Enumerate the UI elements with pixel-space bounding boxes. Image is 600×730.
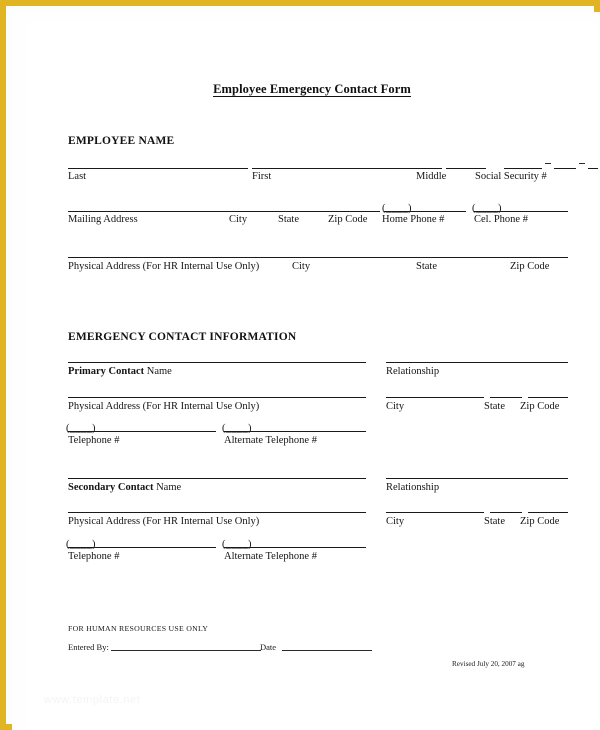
site-watermark: www.template.net <box>44 694 141 706</box>
field-line-ssn-part1[interactable] <box>504 168 542 169</box>
field-line-primary-city[interactable] <box>386 397 484 398</box>
field-line-secondary-relationship[interactable] <box>386 478 568 479</box>
field-label-secondary-alt-telephone: Alternate Telephone # <box>224 551 317 562</box>
field-label-secondary-state: State <box>484 516 505 527</box>
field-line-first-name[interactable] <box>252 168 442 169</box>
field-line-secondary-address[interactable] <box>68 512 366 513</box>
field-label-date: Date <box>260 642 277 652</box>
page-frame-inner <box>12 12 600 730</box>
field-label-mailing-state: State <box>278 214 299 225</box>
area-code-cell-phone[interactable]: (____) <box>472 203 502 214</box>
field-label-home-phone: Home Phone # <box>382 214 445 225</box>
field-line-primary-state[interactable] <box>490 397 522 398</box>
section-heading-emergency-contact: EMERGENCY CONTACT INFORMATION <box>68 331 297 343</box>
primary-contact-name-text: Name <box>144 366 172 377</box>
page-title <box>56 82 568 97</box>
field-line-middle-name[interactable] <box>446 168 486 169</box>
field-line-date[interactable] <box>282 650 372 651</box>
field-label-secondary-telephone: Telephone # <box>68 551 120 562</box>
section-heading-employee-name: EMPLOYEE NAME <box>68 135 175 147</box>
section-heading-hr-use-only: FOR HUMAN RESOURCES USE ONLY <box>68 624 209 633</box>
field-line-primary-contact-name[interactable] <box>68 362 366 363</box>
field-label-secondary-city: City <box>386 516 405 527</box>
field-line-physical-address-employee[interactable] <box>68 257 568 258</box>
field-line-secondary-contact-name[interactable] <box>68 478 366 479</box>
field-line-last-name[interactable] <box>68 168 248 169</box>
field-line-secondary-city[interactable] <box>386 512 484 513</box>
page-title-text: Employee Emergency Contact Form <box>213 82 411 96</box>
field-label-middle-name: Middle <box>416 171 447 182</box>
field-label-primary-alt-telephone: Alternate Telephone # <box>224 435 317 446</box>
field-line-secondary-zip[interactable] <box>528 512 568 513</box>
area-code-secondary-telephone[interactable]: (____) <box>66 539 96 550</box>
field-label-last-name: Last <box>68 171 87 182</box>
area-code-primary-alt-telephone[interactable]: (____) <box>222 423 252 434</box>
field-label-mailing-address: Mailing Address <box>68 214 138 225</box>
field-line-primary-relationship[interactable] <box>386 362 568 363</box>
secondary-contact-bold-text: Secondary Contact <box>68 482 154 493</box>
field-line-ssn-part3[interactable] <box>588 168 598 169</box>
field-label-physical-city-employee: City <box>292 261 311 272</box>
field-label-cell-phone: Cel. Phone # <box>474 214 528 225</box>
field-label-primary-city: City <box>386 401 405 412</box>
field-label-primary-zip: Zip Code <box>520 401 560 412</box>
field-label-primary-contact-name <box>68 366 172 378</box>
revision-note: Revised July 20, 2007 ag <box>452 660 525 668</box>
field-line-primary-zip[interactable] <box>528 397 568 398</box>
area-code-secondary-alt-telephone[interactable]: (____) <box>222 539 252 550</box>
ssn-dash-2 <box>579 163 585 164</box>
field-label-mailing-zip: Zip Code <box>328 214 368 225</box>
field-label-secondary-relationship: Relationship <box>386 482 440 493</box>
field-label-physical-zip-employee: Zip Code <box>510 261 550 272</box>
field-label-physical-state-employee: State <box>416 261 437 272</box>
field-label-physical-address-employee: Physical Address (For HR Internal Use Only) <box>68 261 260 272</box>
field-label-ssn: Social Security # <box>475 171 547 182</box>
field-line-entered-by[interactable] <box>111 650 261 651</box>
field-label-primary-state: State <box>484 401 505 412</box>
field-label-secondary-address: Physical Address (For HR Internal Use Only) <box>68 516 260 527</box>
field-line-ssn-part2[interactable] <box>554 168 576 169</box>
field-label-first-name: First <box>252 171 272 182</box>
area-code-primary-telephone[interactable]: (____) <box>66 423 96 434</box>
ssn-dash-1 <box>545 163 551 164</box>
secondary-contact-name-text: Name <box>153 482 182 493</box>
field-label-mailing-city: City <box>229 214 248 225</box>
field-label-primary-telephone: Telephone # <box>68 435 120 446</box>
field-label-primary-relationship: Relationship <box>386 366 440 377</box>
field-line-primary-address[interactable] <box>68 397 366 398</box>
form-content <box>56 22 568 730</box>
field-line-mailing-address[interactable] <box>68 211 380 212</box>
field-label-primary-address: Physical Address (For HR Internal Use Only) <box>68 401 260 412</box>
field-label-entered-by: Entered By: <box>68 642 109 652</box>
field-label-secondary-contact-name <box>68 482 181 494</box>
form-page <box>26 22 598 730</box>
field-line-secondary-state[interactable] <box>490 512 522 513</box>
field-label-secondary-zip: Zip Code <box>520 516 560 527</box>
area-code-home-phone[interactable]: (____) <box>382 203 412 214</box>
primary-contact-bold-text: Primary Contact <box>68 366 145 377</box>
